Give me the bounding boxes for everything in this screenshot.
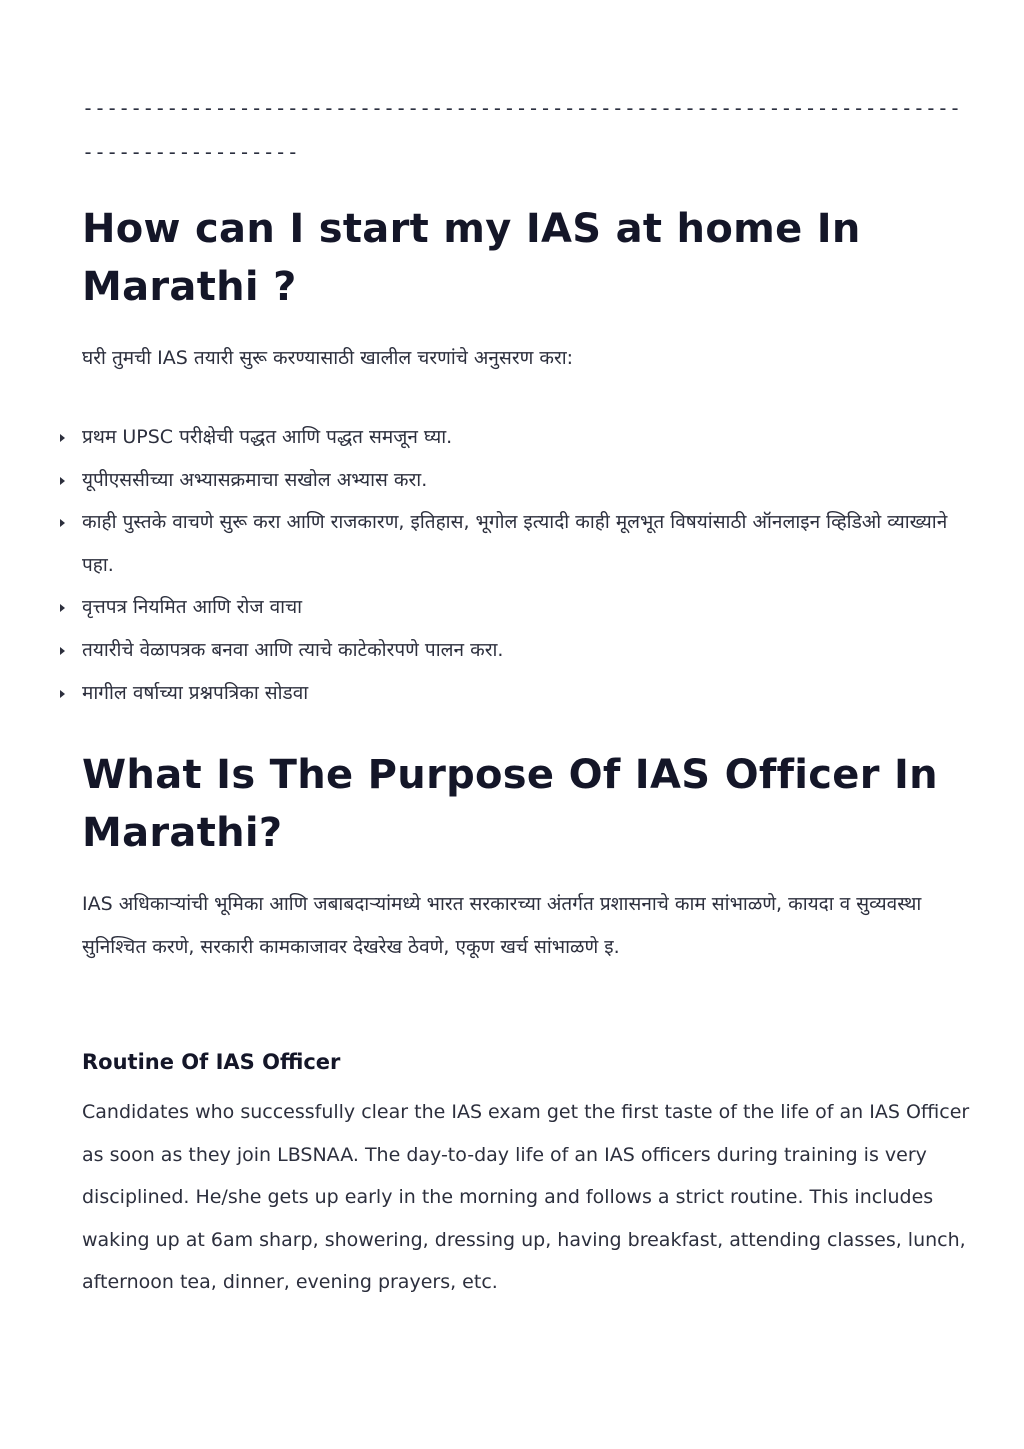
bullet-icon <box>60 647 65 655</box>
list-item-text: प्रथम UPSC परीक्षेची पद्धत आणि पद्धत समजून घ्या. <box>82 426 453 448</box>
bullet-icon <box>60 519 65 527</box>
routine-paragraph: Candidates who successfully clear the IAS exam get the first taste of the life of an IAS Officer as soon as they join LBSNAA. The day-to-day life of an IAS officers during training is very disciplined. He/she gets up early in the morning and follows a strict routine. This includes waking up at 6am sharp, showering, dressing up, having breakfast, attending classes, lunch, afternoon tea, dinner, evening prayers, etc. <box>82 1101 970 1294</box>
heading-purpose-of-ias-officer: What Is The Purpose Of IAS Officer In Marathi? <box>82 752 938 856</box>
list-item-text: मागील वर्षाच्या प्रश्नपत्रिका सोडवा <box>82 681 309 704</box>
list-item <box>82 672 962 715</box>
list-item-text: तयारीचे वेळापत्रक बनवा आणि त्याचे काटेकोरपणे पालन करा. <box>82 638 504 661</box>
bullet-icon <box>60 434 65 442</box>
list-item <box>82 459 962 502</box>
purpose-paragraph: IAS अधिकाऱ्यांची भूमिका आणि जबाबदाऱ्यांमध्ये भारत सरकारच्या अंतर्गत प्रशासनाचे काम सांभाळणे, कायदा व सुव्यवस्था सुनिश्चित करणे, सरकारी कामकाजावर देखरेख ठेवणे, एकूण खर्च सांभाळणे इ. <box>82 893 922 958</box>
intro-paragraph: घरी तुमची IAS तयारी सुरू करण्यासाठी खालील चरणांचे अनुसरण करा: <box>82 347 574 369</box>
list-item <box>82 416 962 459</box>
heading-start-ias-at-home: How can I start my IAS at home In Marathi ? <box>82 206 861 310</box>
list-item <box>82 629 962 672</box>
list-item-text: यूपीएससीच्या अभ्यासक्रमाचा सखोल अभ्यास करा. <box>82 468 428 491</box>
list-item <box>82 501 962 586</box>
steps-list <box>82 416 962 714</box>
heading-routine-of-ias-officer: Routine Of IAS Officer <box>82 1050 341 1074</box>
bullet-icon <box>60 690 65 698</box>
bullet-icon <box>60 477 65 485</box>
list-item-text: वृत्तपत्र नियमित आणि रोज वाचा <box>82 596 303 619</box>
dashed-divider: ------------------------------------------------------------------------------------------- <box>82 96 961 164</box>
list-item-text: काही पुस्तके वाचणे सुरू करा आणि राजकारण, इतिहास, भूगोल इत्यादी काही मूलभूत विषयांसाठी ऑनलाइन व्हिडिओ व्याख्याने पहा. <box>82 511 948 576</box>
bullet-icon <box>60 604 65 612</box>
list-item <box>82 586 962 629</box>
